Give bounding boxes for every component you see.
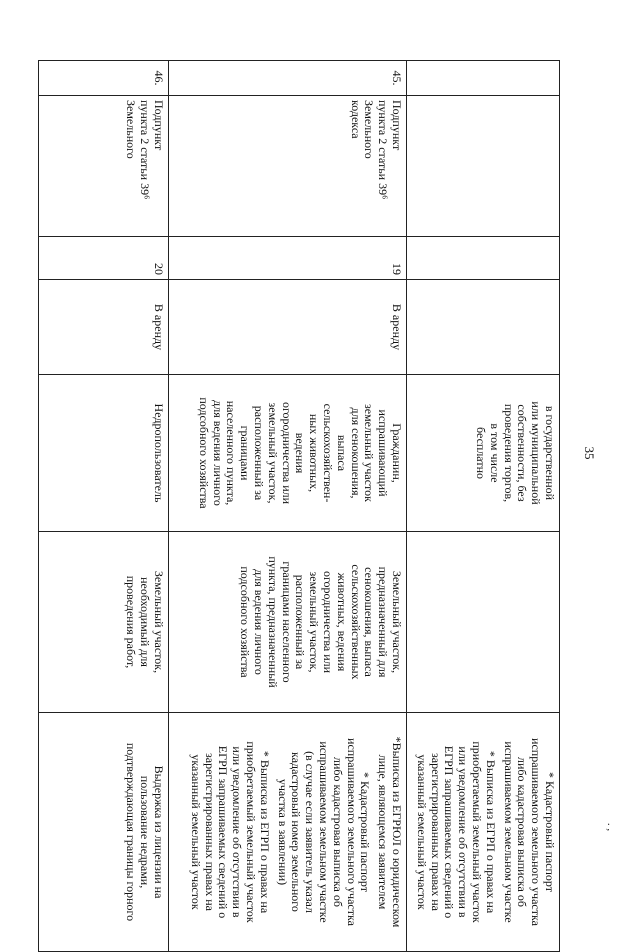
document-item-line: пользование недрами, — [138, 775, 153, 889]
applicant-description — [407, 375, 560, 532]
land-plot-description-line: пункта, предназначенный — [265, 556, 280, 688]
table-row — [407, 61, 560, 952]
document-item-line: испрашиваемом земельном участке — [317, 741, 332, 923]
document-item-line: или уведомление об отсутствии в — [456, 746, 471, 918]
document-item-line: испрашиваемого земельного участка — [344, 738, 359, 926]
land-plot-description-line: границами населенного — [279, 561, 294, 683]
document-item-line: лице, являющемся заявителем — [376, 754, 391, 910]
applicant-description-line: расположенный за — [252, 405, 267, 501]
document-item-line: (в случае если заявитель указал — [303, 751, 318, 913]
table-row — [169, 61, 407, 952]
document-item-line: либо кадастровая выписка об — [515, 757, 530, 907]
applicant-description-line: Гражданин, — [390, 423, 405, 483]
applicant-description-line: земельный участок — [362, 404, 377, 502]
document-item-line: ЕГРП запрашиваемых сведений о — [216, 745, 231, 919]
document-item-line: испрашиваемом земельном участке — [501, 741, 516, 923]
grant-type — [407, 280, 560, 375]
subpoint-number — [407, 237, 560, 280]
land-plot-description-line: предназначенный для — [376, 566, 391, 678]
rotated-table-container — [80, 60, 560, 928]
grant-type: В аренду — [169, 280, 407, 375]
document-item — [501, 717, 556, 947]
applicant-description-line: ведения — [293, 432, 308, 474]
land-plot-description — [407, 532, 560, 713]
land-plot-description-line: Земельный участок, — [390, 570, 405, 674]
land-plot-description-line: сенокошения, выпаса — [362, 567, 377, 677]
document-item — [188, 717, 271, 947]
document-item — [414, 717, 497, 947]
document-item-line: Выдержка из лицензии на — [152, 765, 167, 899]
applicant-description-line: для ведения личного — [210, 400, 225, 506]
document-item-line: * Выписка из ЕГРП о правах на — [257, 750, 272, 914]
applicant-description-line: проведения торгов, — [501, 403, 516, 503]
applicant-description-line: для сенокошения, — [348, 407, 363, 499]
document-item-line: указанный земельный участок — [414, 754, 429, 910]
required-documents — [39, 713, 169, 952]
document-item-line: *Выписка из ЕГРЮЛ о юридическом — [390, 736, 405, 928]
document-item-line: испрашиваемого земельного участка — [529, 738, 544, 926]
document-item-line: подтверждающая границы горного — [124, 742, 139, 922]
applicant-description — [169, 375, 407, 532]
page-number: 35 — [582, 446, 597, 460]
document-item-line: указанный земельный участок — [188, 754, 203, 910]
land-plot-description-line: проведения работ, — [124, 575, 139, 669]
document-item-line: * Кадастровый паспорт — [358, 771, 373, 893]
continuation-marks: . , — [605, 822, 617, 832]
legal-basis-line: Подпункт — [390, 100, 405, 151]
legal-basis — [39, 96, 169, 237]
document-item-line: либо кадастровая выписка об — [330, 757, 345, 907]
document-item — [124, 717, 165, 947]
applicant-description-line: подсобного хозяйства — [196, 397, 211, 509]
required-documents — [407, 713, 560, 952]
document-item — [375, 717, 403, 947]
document-item-line: кадастровый номер земельного — [289, 752, 304, 912]
applicant-description-line: или муниципальной — [529, 401, 544, 505]
applicant-description-line: бесплатно — [474, 427, 489, 479]
legal-basis-line: Земельного — [362, 100, 377, 159]
applicant-description-line: в том числе — [487, 423, 502, 483]
subpoint-number: 20 — [39, 237, 169, 280]
legal-basis — [407, 96, 560, 237]
land-plot-description-line: для ведения личного — [252, 569, 267, 675]
document-item-line: или уведомление об отсутствии в — [230, 746, 245, 918]
applicant-description-line: собственности, без — [515, 404, 530, 502]
applicant-description-line: земельный участок, — [265, 402, 280, 504]
applicant-description-line: границами — [238, 425, 253, 481]
document-item-line: участка в заявлении) — [275, 778, 290, 886]
land-plot-description — [169, 532, 407, 713]
applicant-description — [39, 375, 169, 532]
land-plot-description-line: расположенный за — [293, 574, 308, 670]
legal-basis-line: Земельного — [124, 100, 139, 159]
document-item-line: зарегистрированных правах на — [202, 753, 217, 911]
applicant-description-line: испрашивающий — [376, 409, 391, 497]
row-number: 45. — [169, 61, 407, 96]
row-number: 46. — [39, 61, 169, 96]
land-plot-description-line: Земельный участок, — [152, 570, 167, 674]
document-item-line: зарегистрированных правах на — [428, 753, 443, 911]
applicant-description-line: огородничества или — [279, 401, 294, 505]
document-item-line: приобретаемый земельный участок — [470, 741, 485, 923]
table-body — [39, 61, 560, 952]
legal-basis — [169, 96, 407, 237]
applicant-description-line: выпаса — [334, 434, 349, 472]
applicant-description-line: Недропользователь — [152, 403, 167, 503]
document-item-line: ЕГРП запрашиваемых сведений о — [442, 745, 457, 919]
row-number — [407, 61, 560, 96]
applicant-description-line: сельскохозяйствен- — [321, 403, 336, 503]
land-plot-description-line: сельскохозяйственных — [348, 564, 363, 680]
table-row — [39, 61, 169, 952]
subpoint-number: 19 — [169, 237, 407, 280]
required-documents — [169, 713, 407, 952]
document-item-line: * Выписка из ЕГРП о правах на — [483, 750, 498, 914]
document-item-line: приобретаемый земельный участок — [244, 741, 259, 923]
grant-type: В аренду — [39, 280, 169, 375]
land-plot-description-line: огородничества или — [321, 570, 336, 674]
legal-basis-line: кодекса — [348, 100, 363, 139]
land-plot-description-line: подсобного хозяйства — [238, 566, 253, 678]
land-plot-description-line: животных, ведения — [334, 572, 349, 672]
land-plot-description — [39, 532, 169, 713]
legal-basis-line: пункта 2 статьи 39⁶ — [376, 100, 391, 200]
document-item — [275, 717, 372, 947]
document-item-line: * Кадастровый паспорт — [543, 771, 557, 893]
legal-basis-line: Подпункт — [152, 100, 167, 151]
land-plot-description-line: необходимый для — [138, 577, 153, 667]
land-plot-description-line: земельный участок, — [307, 571, 322, 673]
land-plot-table — [38, 60, 560, 952]
applicant-description-line: ных животных, — [307, 413, 322, 493]
legal-basis-line: пункта 2 статьи 39⁶ — [138, 100, 153, 200]
applicant-description-line: населенного пункта, — [224, 400, 239, 506]
applicant-description-line: в государственной — [543, 405, 557, 501]
